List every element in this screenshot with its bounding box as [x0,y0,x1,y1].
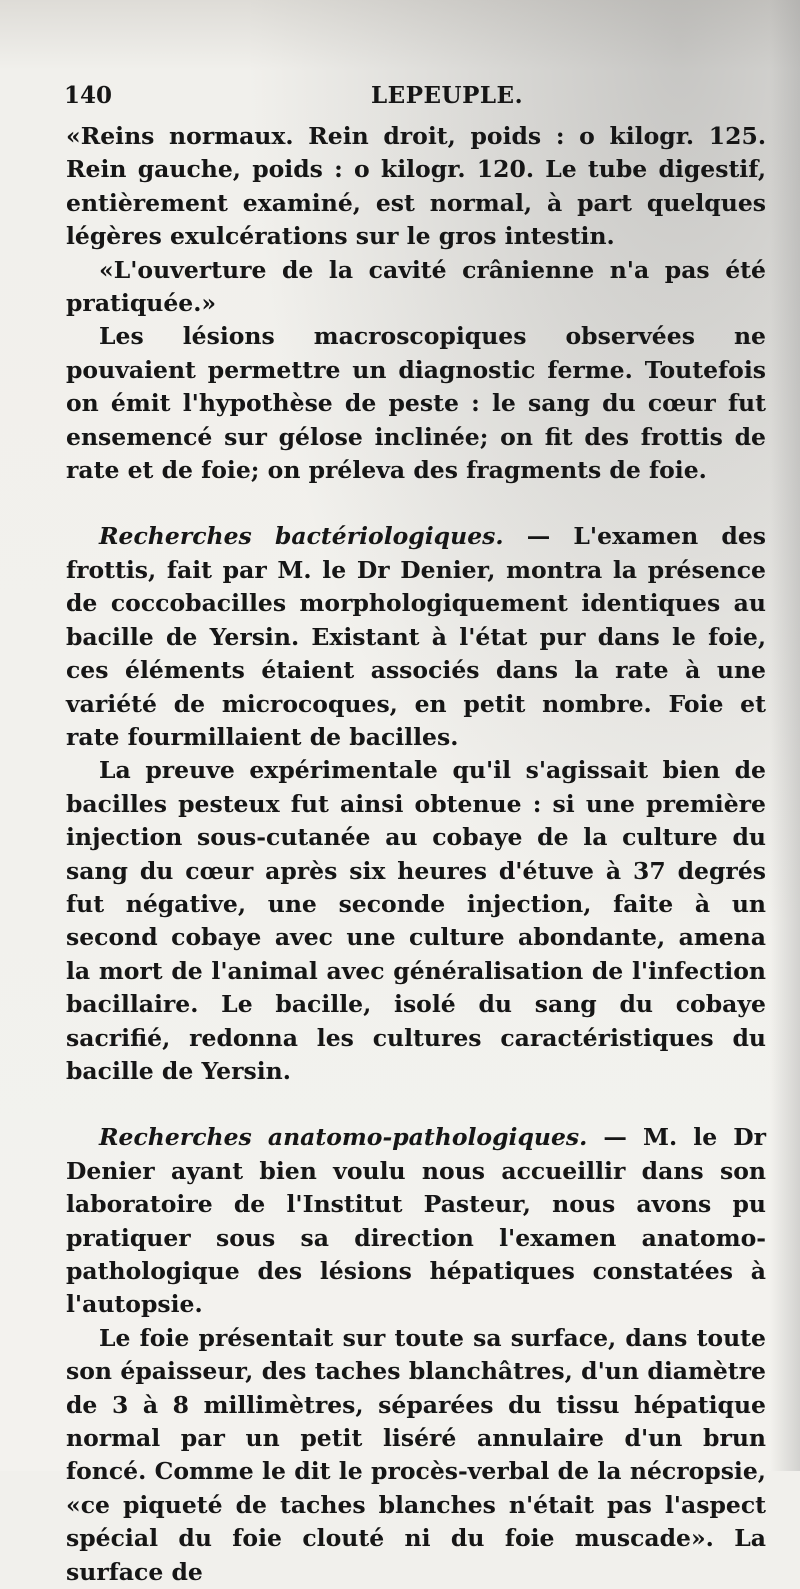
page-header [64,82,764,112]
paragraph-anatomo-pathological-text: — M. le Dr Denier ayant bien voulu nous accueillir dans son laboratoire de l'Institut Pasteur, nous avons pu pratiquer sous sa direction l'examen anatomo-pathologique des lésions hépatiques constatées à l'autopsie. [66,1123,766,1319]
paragraph-experimental-proof: La preuve expérimentale qu'il s'agissait bien de bacilles pesteux fut ainsi obtenue : si une première injection sous-cutanée au cobaye de la culture du sang du cœur après six heures d'étuve à 37 degrés fut négative, une seconde injection, faite à un second cobaye avec une culture abondante, amena la mort de l'animal avec généralisation de l'infection bacillaire. Le bacille, isolé du sang du cobaye sacrifié, redonna les cultures caractéristiques du bacille de Yersin. [66,756,766,1085]
running-head: LEPEUPLE. [371,82,524,109]
paragraph-liver-description: Le foie présentait sur toute sa surface, dans toute son épaisseur, des taches blanchâtres, d'un diamètre de 3 à 8 millimètres, séparées du tissu hépatique normal par un petit liséré annulaire d'un brun foncé. Comme le dit le procès-verbal de la nécropsie, «ce piqueté de taches blanches n'était pas l'aspect spécial du foie clouté ni du foie muscade». La surface de [66,1323,766,1586]
paragraph-anatomo-pathological-research [66,1121,766,1321]
paragraph-macroscopic-lesions: Les lésions macroscopiques observées ne pouvaient permettre un diagnostic ferme. Toutefois on émit l'hypothèse de peste : le sang du cœur fut ensemencé sur gélose inclinée; on fit des frottis de rate et de foie; on préleva des fragments de foie. [66,322,766,485]
paragraph-bacteriological-text: — L'examen des frottis, fait par M. le Dr Denier, montra la présence de coccobacilles morphologiquement identiques au bacille de Yersin. Existant à l'état pur dans le foie, ces éléments étaient associés dans la rate à une variété de microcoques, en petit nombre. Foie et rate fourmillaient de bacilles. [66,522,766,751]
section-title-bacteriological: Recherches bactériologiques. [99,522,504,551]
page-number: 140 [64,82,113,109]
body-text [66,120,766,1589]
paragraph-cranial-cavity: «L'ouverture de la cavité crânienne n'a pas été pratiquée.» [66,255,766,318]
section-title-anatomo-pathological: Recherches anatomo-pathologiques. [99,1123,588,1152]
paragraph-kidneys: «Reins normaux. Rein droit, poids : o kilogr. 125. Rein gauche, poids : o kilogr. 120. Le tube digestif, entièrement examiné, est normal, à part quelques légères exulcérations sur le gros intestin. [66,122,766,251]
page-edge-shadow [770,0,800,1471]
paragraph-bacteriological-research [66,520,766,754]
